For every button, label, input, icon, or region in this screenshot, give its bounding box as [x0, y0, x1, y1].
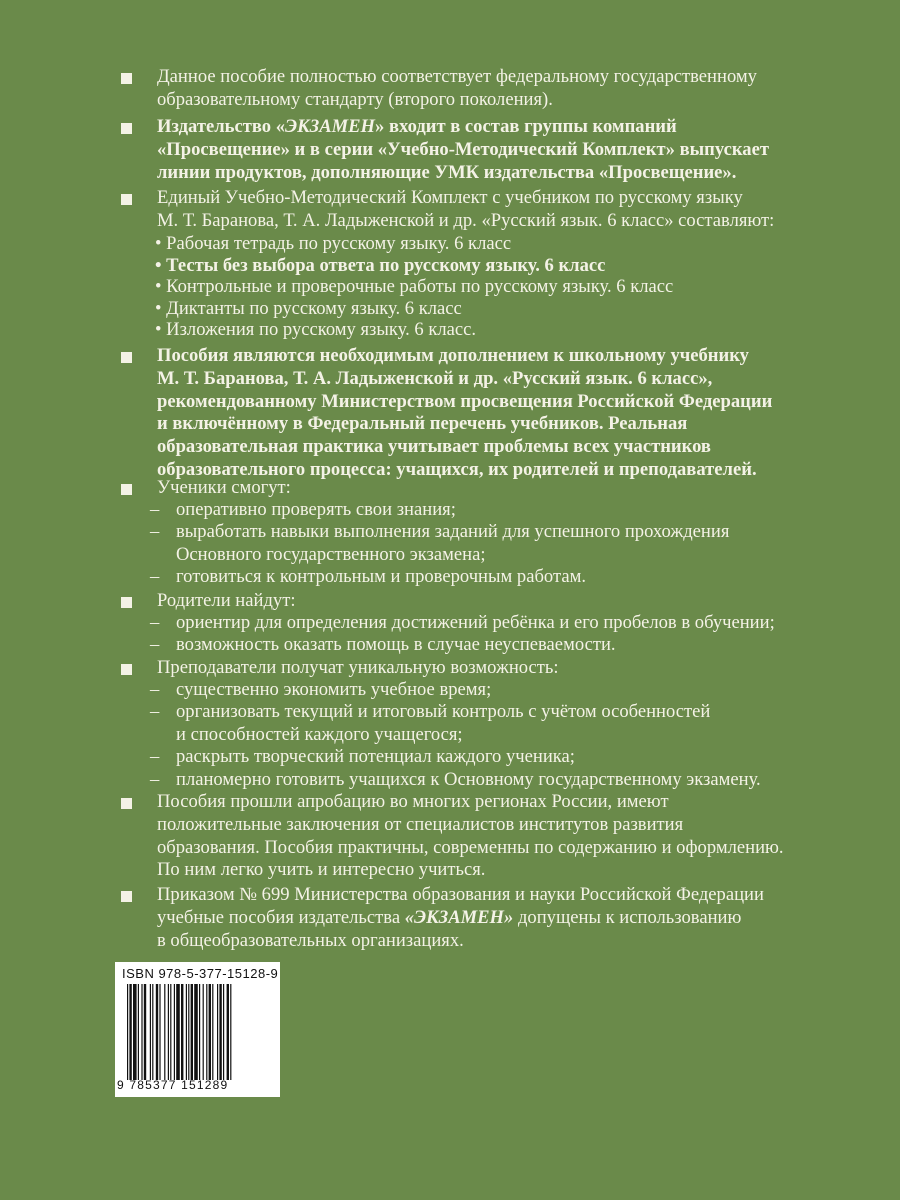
list-item [150, 769, 886, 791]
ministry-order-text [157, 884, 886, 952]
list-item-text: раскрыть творческий потенциал каждого ученика; [176, 746, 575, 768]
dash-mark: – [150, 679, 160, 700]
bullet-square [121, 891, 132, 902]
list-item [150, 679, 886, 701]
list-item-text: ориентир для определения достижений ребёнка и его пробелов в обучении; [176, 612, 775, 633]
dash-mark: – [150, 746, 160, 768]
list-item-continuation [150, 544, 886, 566]
barcode-icon [127, 984, 277, 1080]
text-line: «Просвещение» и в серии «Учебно-Методический Комплект» выпускает [157, 138, 769, 160]
umk-intro-text [157, 187, 886, 233]
list-item [150, 499, 886, 521]
dash-mark: – [150, 521, 160, 543]
text-line [157, 907, 886, 930]
text-line: Пособия прошли апробацию во многих регионах России, имеют [157, 791, 669, 812]
parents-list [150, 612, 886, 657]
text-line: По ним легко учить и интересно учиться. [157, 859, 486, 881]
text-line: Пособия являются необходимым дополнением к школьному учебнику [157, 345, 749, 366]
bullet-square [121, 123, 132, 134]
bullet-square [121, 597, 132, 608]
text-line: рекомендованному Министерством просвещения Российской Федерации [157, 390, 773, 412]
list-item-text: готовиться к контрольным и проверочным работам. [176, 566, 586, 588]
list-item [150, 701, 886, 723]
teachers-heading: Преподаватели получат уникальную возможность: [157, 657, 559, 678]
list-item-text: Основного государственного экзамена; [176, 543, 486, 565]
bullet-square [121, 352, 132, 363]
text-line: Приказом № 699 Министерства образования и науки Российской Федерации [157, 884, 764, 905]
dash-mark: – [150, 768, 160, 790]
text-fragment: учебные пособия издательства [157, 906, 405, 928]
publisher-info-text [157, 116, 886, 184]
bullet-square [121, 73, 132, 84]
list-item-text: и способностей каждого учащегося; [176, 723, 463, 745]
list-item: • Тесты без выбора ответа по русскому языку. 6 класс [155, 254, 606, 276]
bullet-square [121, 484, 132, 495]
isbn-digits: 9 785377 151289 [117, 1078, 229, 1092]
list-item [150, 521, 886, 543]
dash-mark: – [150, 566, 160, 588]
text-line: образовательная практика учитывает проблемы всех участников [157, 436, 711, 458]
list-item-text: планомерно готовить учащихся к Основному государственному экзамену. [176, 768, 761, 790]
text-line: линии продуктов, дополняющие УМК издательства «Просвещение». [157, 161, 737, 183]
bullet-square [121, 798, 132, 809]
list-item [150, 634, 886, 656]
text-line: Данное пособие полностью соответствует федеральному государственному [157, 66, 757, 87]
list-item [150, 566, 886, 588]
teachers-list [150, 679, 886, 791]
dash-mark: – [150, 612, 160, 633]
bullet-square [121, 664, 132, 675]
list-item: • Изложения по русскому языку. 6 класс. [155, 319, 477, 340]
text-line: образования. Пособия практичны, современны по содержанию и оформлению. [157, 836, 784, 858]
dash-mark: – [150, 499, 160, 520]
list-item-text: возможность оказать помощь в случае неуспеваемости. [176, 634, 616, 656]
list-item [150, 612, 886, 634]
text-line: образовательного процесса: учащихся, их родителей и преподавателей. [157, 458, 757, 480]
text-line: М. Т. Баранова, Т. А. Ладыженской и др. «Русский язык. 6 класс», [157, 367, 713, 389]
list-item-text: организовать текущий и итоговый контроль с учётом особенностей [176, 701, 711, 723]
list-item: • Диктанты по русскому языку. 6 класс [155, 297, 462, 319]
text-line: положительные заключения от специалистов институтов развития [157, 813, 684, 835]
publisher-brand: «ЭКЗАМЕН» [404, 906, 514, 928]
isbn-barcode-box [115, 962, 280, 1097]
isbn-label: ISBN 978-5-377-15128-9 [122, 966, 279, 981]
text-line: Единый Учебно-Методический Комплект с учебником по русскому языку [157, 187, 743, 208]
students-list [150, 499, 886, 589]
text-fragment: » входит в состав группы компаний [375, 116, 677, 137]
bullet-square [121, 194, 132, 205]
list-item-text: выработать навыки выполнения заданий для успешного прохождения [176, 521, 730, 543]
text-fragment: допущены к использованию [513, 906, 742, 928]
text-fragment: Издательство « [157, 116, 286, 137]
text-line: образовательному стандарту (второго поколения). [157, 88, 553, 110]
list-item-continuation [150, 724, 886, 746]
text-line [157, 116, 886, 139]
list-item: • Контрольные и проверочные работы по русскому языку. 6 класс [155, 276, 674, 297]
textbook-supplement-text [157, 345, 886, 482]
text-line: М. Т. Баранова, Т. А. Ладыженской и др. «Русский язык. 6 класс» составляют: [157, 209, 775, 231]
publisher-brand: ЭКЗАМЕН [285, 116, 375, 137]
text-line: в общеобразовательных организациях. [157, 929, 464, 951]
parents-heading: Родители найдут: [157, 590, 296, 611]
list-item [150, 746, 886, 768]
approbation-text [157, 791, 886, 882]
umk-item-list [155, 233, 886, 341]
list-item-text: существенно экономить учебное время; [176, 679, 492, 700]
dash-mark: – [150, 634, 160, 656]
text-line: и включённому в Федеральный перечень учебников. Реальная [157, 413, 688, 435]
list-item-text: оперативно проверять свои знания; [176, 499, 456, 520]
students-heading: Ученики смогут: [157, 477, 291, 498]
dash-mark: – [150, 701, 160, 723]
standard-compliance-text [157, 66, 886, 112]
list-item: • Рабочая тетрадь по русскому языку. 6 класс [155, 233, 512, 254]
